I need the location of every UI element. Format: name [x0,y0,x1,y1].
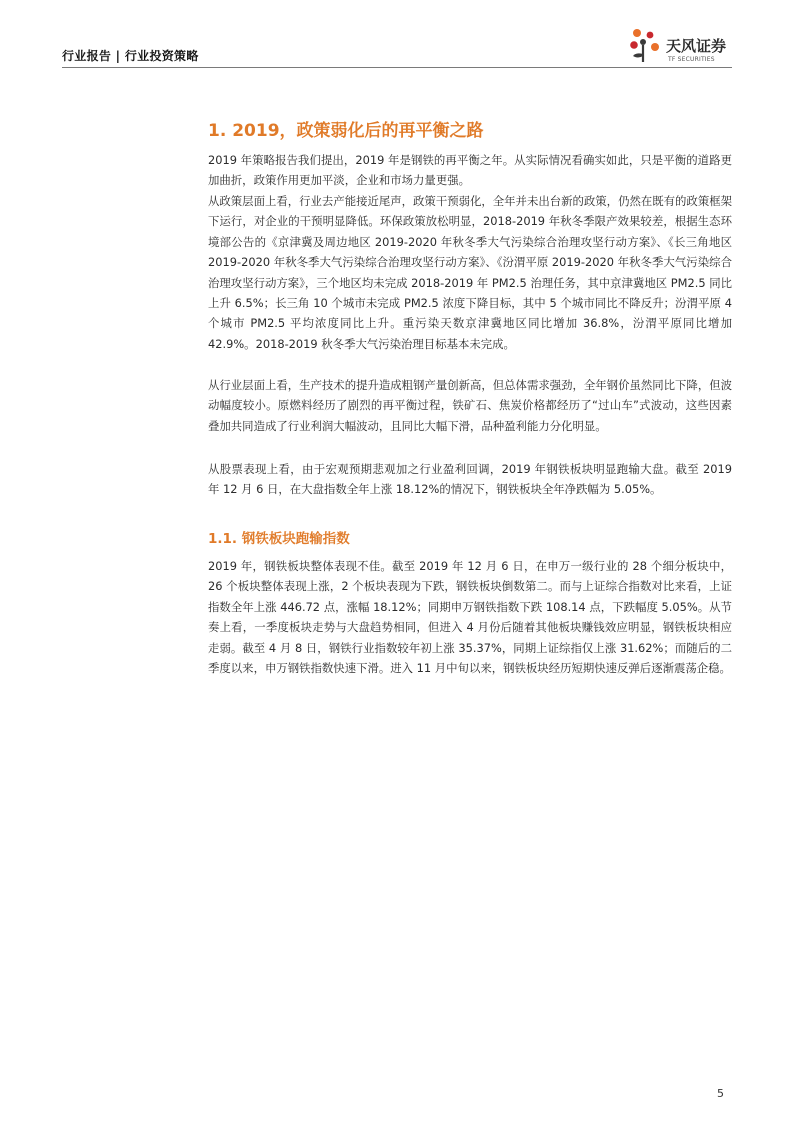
subsection-heading: 1.1. 钢铁板块跑输指数 [208,531,350,547]
body-paragraph: 2019 年策略报告我们提出，2019 年是钢铁的再平衡之年。从实际情况看确实如此，只是平衡的道路更加曲折，政策作用更加平淡，企业和市场力量更强。 [208,153,732,188]
tf-securities-logo [628,26,738,66]
report-breadcrumb: 行业报告 | 行业投资策略 [62,49,199,63]
body-paragraph: 2019 年，钢铁板块整体表现不佳。截至 2019 年 12 月 6 日，在申万一级行业的 28 个细分板块中，26 个板块整体表现上涨，2 个板块表现为下跌，钢铁板块倒数第二。而与上证综合指数对比来看，上证指数全年上涨 446.72 点，涨幅 18.12%；同期申万钢铁指数下跌 108.14 点，下跌幅度 5.05%。从节奏上看，一季度板块走势与大盘趋势相同，但进入 4 月份后随着其他板块赚钱效应明显，钢铁板块相应走弱。截至 4 月 8 日，钢铁行业指数较年初上涨 35.37%，同期上证综指仅上涨 31.62%；而随后的二季度以来，申万钢铁指数快速下滑。进入 11 月中旬以来，钢铁板块经历短期快速反弹后逐渐震荡企稳。 [208,559,732,676]
flower-logo-icon [628,26,662,64]
body-paragraph: 从政策层面上看，行业去产能接近尾声，政策干预弱化，全年并未出台新的政策，仍然在既有的政策框架下运行，对企业的干预明显降低。环保政策放松明显，2018-2019 年秋冬季限产效果较差，根据生态环境部公告的《京津冀及周边地区 2019-2020 年秋冬季大气污染综合治理攻坚行动方案》、《长三角地区 2019-2020 年秋冬季大气污染综合治理攻坚行动方案》、《汾渭平原 2019-2020 年秋冬季大气污染综合治理攻坚行动方案》，三个地区均未完成 2018-2019 年 PM2.5 治理任务，其中京津冀地区 PM2.5 同比上升 6.5%；长三角 10 个城市未完成 PM2.5 浓度下降目标，其中 5 个城市同比不降反升；汾渭平原 4 个城市 PM2.5 平均浓度同比上升。重污染天数京津冀地区同比增加 36.8%，汾渭平原同比增加 42.9%。2018-2019 秋冬季大气污染治理目标基本未完成。 [208,194,732,351]
body-paragraph: 从行业层面上看，生产技术的提升造成粗钢产量创新高，但总体需求强劲，全年钢价虽然同比下降，但波动幅度较小。原燃料经历了剧烈的再平衡过程，铁矿石、焦炭价格都经历了“过山车”式波动，这些因素叠加共同造成了行业利润大幅波动，且同比大幅下滑，品种盈利能力分化明显。 [208,378,732,433]
page-number: 5 [717,1087,724,1100]
logo-english-name: TF SECURITIES [668,56,715,63]
section-heading: 1. 2019，政策弱化后的再平衡之路 [208,121,484,141]
header-divider [62,67,732,68]
body-paragraph: 从股票表现上看，由于宏观预期悲观加之行业盈利回调，2019 年钢铁板块明显跑输大盘。截至 2019 年 12 月 6 日，在大盘指数全年上涨 18.12%的情况下，钢铁板块全年净跌幅为 5.05%。 [208,462,732,497]
logo-chinese-name: 天风证券 [666,37,727,55]
